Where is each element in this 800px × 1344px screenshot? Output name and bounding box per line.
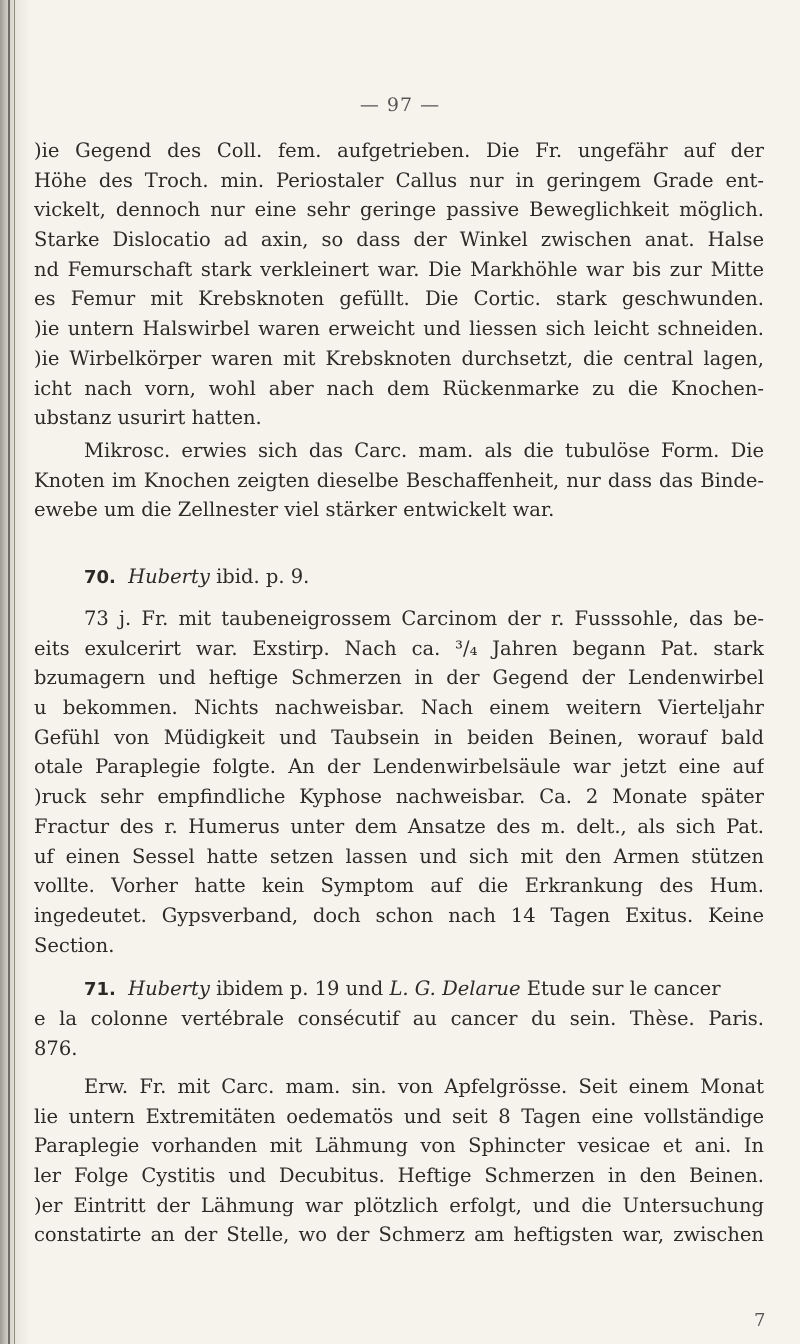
text-line: constatirte an der Stelle, wo der Schmerz am heftigsten war, zwischen bbox=[34, 1223, 764, 1247]
case-reference: ibidem p. 19 und bbox=[216, 977, 384, 1000]
text-line: e la colonne vertébrale consécutif au cancer du sein. Thèse. Paris. bbox=[34, 1007, 764, 1030]
case-71-heading bbox=[34, 974, 764, 1005]
text-line: es Femur mit Krebsknoten gefüllt. Die Cortic. stark geschwunden. bbox=[34, 287, 764, 311]
binding-line bbox=[8, 0, 10, 1344]
case-author: Huberty bbox=[128, 977, 210, 1000]
text-line: uf einen Sessel hatte setzen lassen und sich mit den Armen stützen bbox=[34, 844, 764, 868]
binding-line-secondary bbox=[14, 0, 15, 1344]
case-author: Huberty bbox=[128, 565, 210, 588]
case-title: Etude sur le cancer bbox=[526, 977, 721, 1000]
paragraph-2 bbox=[34, 436, 764, 525]
page-number: — 97 — bbox=[359, 94, 441, 116]
text-line: 876. bbox=[34, 1036, 78, 1060]
text-line: otale Paraplegie folgte. An der Lendenwirbelsäule war jetzt eine auf bbox=[34, 755, 764, 779]
case-number: 71. bbox=[84, 979, 116, 1000]
text-line: Knoten im Knochen zeigten dieselbe Beschaffenheit, nur dass das Binde- bbox=[34, 468, 764, 492]
text-line: ubstanz usurirt hatten. bbox=[34, 406, 262, 430]
text-line: Fractur des r. Humerus unter dem Ansatze des m. delt., als sich Pat. bbox=[34, 814, 764, 838]
paragraph-1 bbox=[34, 136, 764, 433]
case-70-heading bbox=[34, 562, 764, 593]
text-line: icht nach vorn, wohl aber nach dem Rückenmarke zu die Knochen- bbox=[34, 376, 764, 400]
text-line: vollte. Vorher hatte kein Symptom auf die Erkrankung des Hum. bbox=[34, 874, 764, 898]
text-line: Gefühl von Müdigkeit und Taubsein in beiden Beinen, worauf bald bbox=[34, 725, 764, 749]
case-author-2: L. G. Delarue bbox=[389, 977, 521, 1000]
text-line: Starke Dislocatio ad axin, so dass der Winkel zwischen anat. Halse bbox=[34, 228, 764, 252]
text-line: Section. bbox=[34, 933, 115, 957]
text-line: )ie untern Halswirbel waren erweicht und liessen sich leicht schneiden. bbox=[34, 317, 764, 341]
text-line: nd Femurschaft stark verkleinert war. Die Markhöhle war bis zur Mitte bbox=[34, 257, 764, 281]
text-line: Mikrosc. erwies sich das Carc. mam. als die tubulöse Form. Die bbox=[84, 439, 764, 462]
text-line: Paraplegie vorhanden mit Lähmung von Sphincter vesicae et ani. In bbox=[34, 1134, 764, 1158]
text-line: lie untern Extremitäten oedematös und seit 8 Tagen eine vollständige bbox=[34, 1104, 764, 1128]
text-line: 73 j. Fr. mit taubeneigrossem Carcinom der r. Fusssohle, das be- bbox=[84, 607, 764, 630]
case-71-reference bbox=[34, 1004, 764, 1063]
text-line: u bekommen. Nichts nachweisbar. Nach einem weitern Vierteljahr bbox=[34, 696, 764, 720]
text-line: eits exulcerirt war. Exstirp. Nach ca. ³/₄ Jahren begann Pat. stark bbox=[34, 636, 764, 660]
text-line: ewebe um die Zellnester viel stärker entwickelt war. bbox=[34, 498, 555, 522]
text-line: vickelt, dennoch nur eine sehr geringe passive Beweglichkeit möglich. bbox=[34, 198, 764, 222]
paragraph-4 bbox=[34, 1072, 764, 1250]
text-line: )ruck sehr empfindliche Kyphose nachweisbar. Ca. 2 Monate später bbox=[34, 785, 764, 809]
paragraph-3 bbox=[34, 604, 764, 960]
text-line: )ie Wirbelkörper waren mit Krebsknoten durchsetzt, die central lagen, bbox=[34, 346, 764, 370]
text-line: Erw. Fr. mit Carc. mam. sin. von Apfelgrösse. Seit einem Monat bbox=[84, 1075, 764, 1098]
case-number: 70. bbox=[84, 567, 116, 588]
text-line: ingedeutet. Gypsverband, doch schon nach 14 Tagen Exitus. Keine bbox=[34, 903, 764, 927]
text-line: Höhe des Troch. min. Periostaler Callus nur in geringem Grade ent- bbox=[34, 168, 764, 192]
text-line: bzumagern und heftige Schmerzen in der Gegend der Lendenwirbel bbox=[34, 666, 764, 690]
book-binding-shadow bbox=[0, 0, 30, 1344]
text-line: )er Eintritt der Lähmung war plötzlich erfolgt, und die Untersuchung bbox=[34, 1193, 764, 1217]
signature-mark: 7 bbox=[754, 1310, 766, 1331]
text-line: ler Folge Cystitis und Decubitus. Heftige Schmerzen in den Beinen. bbox=[34, 1164, 764, 1188]
case-reference: ibid. p. 9. bbox=[216, 565, 310, 588]
text-line: )ie Gegend des Coll. fem. aufgetrieben. Die Fr. ungefähr auf der bbox=[34, 139, 764, 162]
